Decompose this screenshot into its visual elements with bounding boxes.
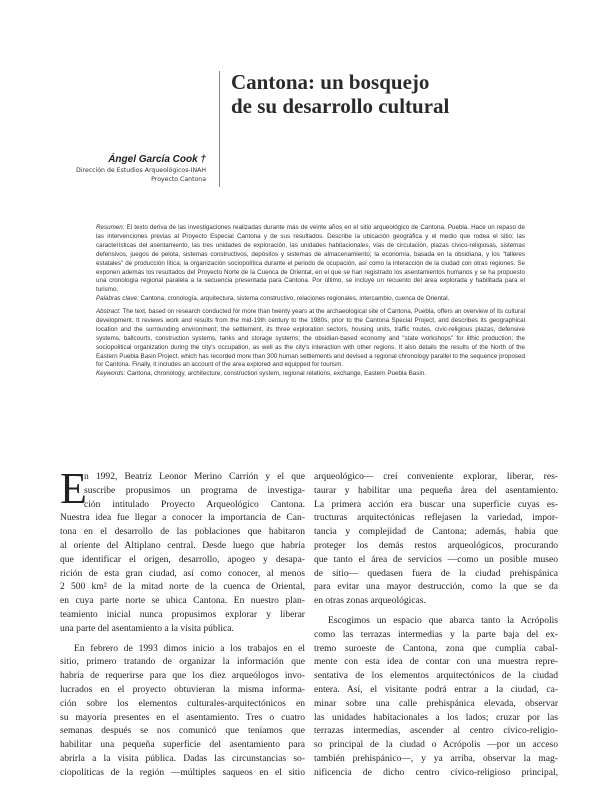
author-name: Ángel García Cook † [108,154,206,165]
body-text-line: ciopolíticas de la región —múltiples saqueos en el sitio [60,766,305,778]
body-column-1 [60,464,305,780]
title-rule [219,71,220,187]
body-text-line: entera. Así, el visitante podrá entrar a la ciudad, ca- [314,683,558,695]
abstract-spanish-text: El texto deriva de las investigaciones realizadas durante más de veinte años en el sitio arqueológico de Cantona, Puebla. Hace un repaso de las intervenciones previas al Proyecto Especial Cantona y de sus resultados. Describe la ubicación geográfica y el medio que rodea el sitio; las características del asentamiento, las tres unidades de exploración, las unidades habitacionales, vías de circulación, plazas cívico-religiosas, sistemas defensivos, juegos de pelota, sistemas constructivos, depósitos y sistemas de almacenamiento; la economía, basada en la obsidiana, y los "talleres estatales" de producción lítica; la organización sociopolítica durante el periodo de ocupación, así como la interacción de la ciudad con otras regiones. Se exponen además los resultados del Proyecto Norte de la Cuenca de Oriental, en el que se han registrado los asentamientos humanos y se ha propuesto una cronología regional paralela a la secuencia presentada para Cantona. Por último, se incluye un recuento del área explorada y habilitada para el turismo. [96,224,525,294]
body-text-line: al oriente del Altiplano central. Desde luego que habría [60,539,305,551]
body-text-line: sitio, primero tratando de organizar la información que [60,656,305,668]
body-text-line: que identificar el origen, desarrollo, apogeo y desapa- [60,553,305,565]
body-text-line: Escogimos un espacio que abarca tanto la Acrópolis [328,614,558,626]
abstract-spanish [96,224,525,304]
abstract-english-label: Abstract: [96,308,121,315]
body-text-line: abrirla a la visita pública. Dadas las circunstancias so- [60,752,305,764]
body-text-line: En febrero de 1993 dimos inicio a los trabajos en el [74,642,305,654]
body-text-line: minar sobre una calle prehispánica elevada, observar [314,697,558,709]
body-text-line: como las terrazas intermedias y la parte baja del ex- [314,628,558,640]
body-text-line: taurar y habilitar una pequeña área del asentamiento. [314,484,558,496]
abstract-spanish-body [96,224,525,295]
abstract-english-text: The text, based on research conducted for more than twenty years at the archaeological site of Cantona, Puebla, offers an overview of its cultural development. It reviews work and results from the mid-19th century to the 1980s, prior to the Cantona Special Project, and describes its geographical location and the surrounding environment; the settlement, its three exploration sectors, housing units, traffic routes, civic-religious plazas, defensive systems, ballcourts, construction systems, tanks and storage systems; the obsidian-based economy and "state workshops" for lithic production; the sociopolitical organization during the city's occupation, as well as the city's interaction with other regions. It also details the results of the North of the Eastern Puebla Basin Project, which has recorded more than 300 human settlements and devised a regional chronology parallel to the sequence proposed for Cantona. Finally, it includes an account of the area explored and equipped for tourism. [96,308,526,369]
body-text-line: sentativa de los elementos arquitectónicos de la ciudad [314,670,558,682]
body-text-line: su mayoría presentes en el asentamiento. Tres o cuatro [60,711,305,723]
body-text-line: en otras zonas arqueológicas. [314,595,426,607]
body-text-line: suscribe propusimos un programa de investiga- [84,484,305,496]
body-text-line: las unidades habitacionales a los lados; cruzar por las [314,711,558,723]
title-line-2: de su desarrollo cultural [231,94,450,118]
body-text-line: proteger los demás restos arqueológicos, procurando [314,539,558,551]
keywords-english-text: Cantona, chronology, architecture, construction system, regional relations, exchange, Eastern Puebla Basin. [126,370,426,378]
body-text-line: tancia y complejidad de Cantona; además, habia que [314,526,558,538]
author-affiliation-2: Proyecto Cantona [151,176,206,183]
body-text-line: tona en el desarrollo de las poblaciones que habitaron [60,526,305,538]
body-text-line: 2 500 km² de la mitad norte de la cuenca de Oriental, [60,581,305,593]
body-text-line: arqueológico— creí conveniente explorar, liberar, res- [314,471,558,482]
body-text-line: semanas después se nos comunicó que teníamos que [60,725,305,737]
body-text-line: que tanto el área de servicios —como un posible museo [314,553,558,565]
drop-cap: E [60,464,87,513]
author-block [76,153,206,184]
body-text-line: también prehispánico—, y ya arriba, observar la mag- [314,752,558,764]
keywords-spanish-text: Cantona, cronología, arquitectura, sistema constructivo, relaciones regionales, intercambio, cuenca de Oriental. [140,295,450,303]
body-column-2 [314,470,558,780]
abstract-english [96,308,525,379]
body-text-line: ción intitulado Proyecto Arqueológico Cantona. [84,498,305,510]
body-text-line: para evitar una mayor destrucción, como la que se da [314,581,558,593]
keywords-english-label: Keywords: [96,370,126,378]
body-text-line: La primera acción era buscar una superficie cuyas es- [314,498,558,510]
body-text-line: de sitio— quedasen fuera de la ciudad prehispánica [314,567,558,579]
body-text-line: so principal de la ciudad o Acrópolis —por un acceso [314,739,558,751]
article-title [231,70,571,118]
body-text-line: ción sobre los elementos culturales-arquitectónicos en [60,697,305,709]
body-text-line: tremo suroeste de Cantona, zona que cumplía cabal- [314,642,558,654]
body-text-line: una parte del asentamiento a la visita pública. [60,622,234,634]
keywords-spanish-label: Palabras clave: [96,295,139,303]
body-text-line: habilitar una pequeña superficie del asentamiento para [60,739,305,751]
keywords-spanish [96,295,525,304]
body-text-line: Nuestra idea fue llegar a conocer la importancia de Can- [60,512,305,524]
author-affiliation-1: Dirección de Estudios Arqueológicos-INAH [76,167,206,174]
body-text-line: tructuras arquitectónicas reflejasen la variedad, impor- [314,512,558,524]
body-text-line: habría de requerirse para que los diez arqueólogos invo- [60,670,305,682]
body-text-line: nificencia de dicho centro cívico-religioso principal, [314,766,558,778]
abstract-english-body [96,308,525,370]
body-text-line: mente con esta idea de contar con una muestra repre- [314,656,558,668]
body-text-line: teamiento inicial nunca propusimos explorar y liberar [60,608,305,620]
body-text-line: n 1992, Beatriz Leonor Merino Carrión y el que [84,471,305,482]
body-text-line: rición de esta gran ciudad, así como conocer, al menos [60,567,305,579]
keywords-english [96,370,525,379]
body-text-line: en cuya parte norte se ubica Cantona. En nuestro plan- [60,595,305,607]
title-line-1: Cantona: un bosquejo [231,70,430,94]
body-text-line: lucrados en el proyecto obtuvieran la misma informa- [60,683,305,695]
abstract-spanish-label: Resumen: [96,224,125,231]
body-text-line: terrazas intermedias, ascender al centro cívico-religio- [314,725,558,737]
